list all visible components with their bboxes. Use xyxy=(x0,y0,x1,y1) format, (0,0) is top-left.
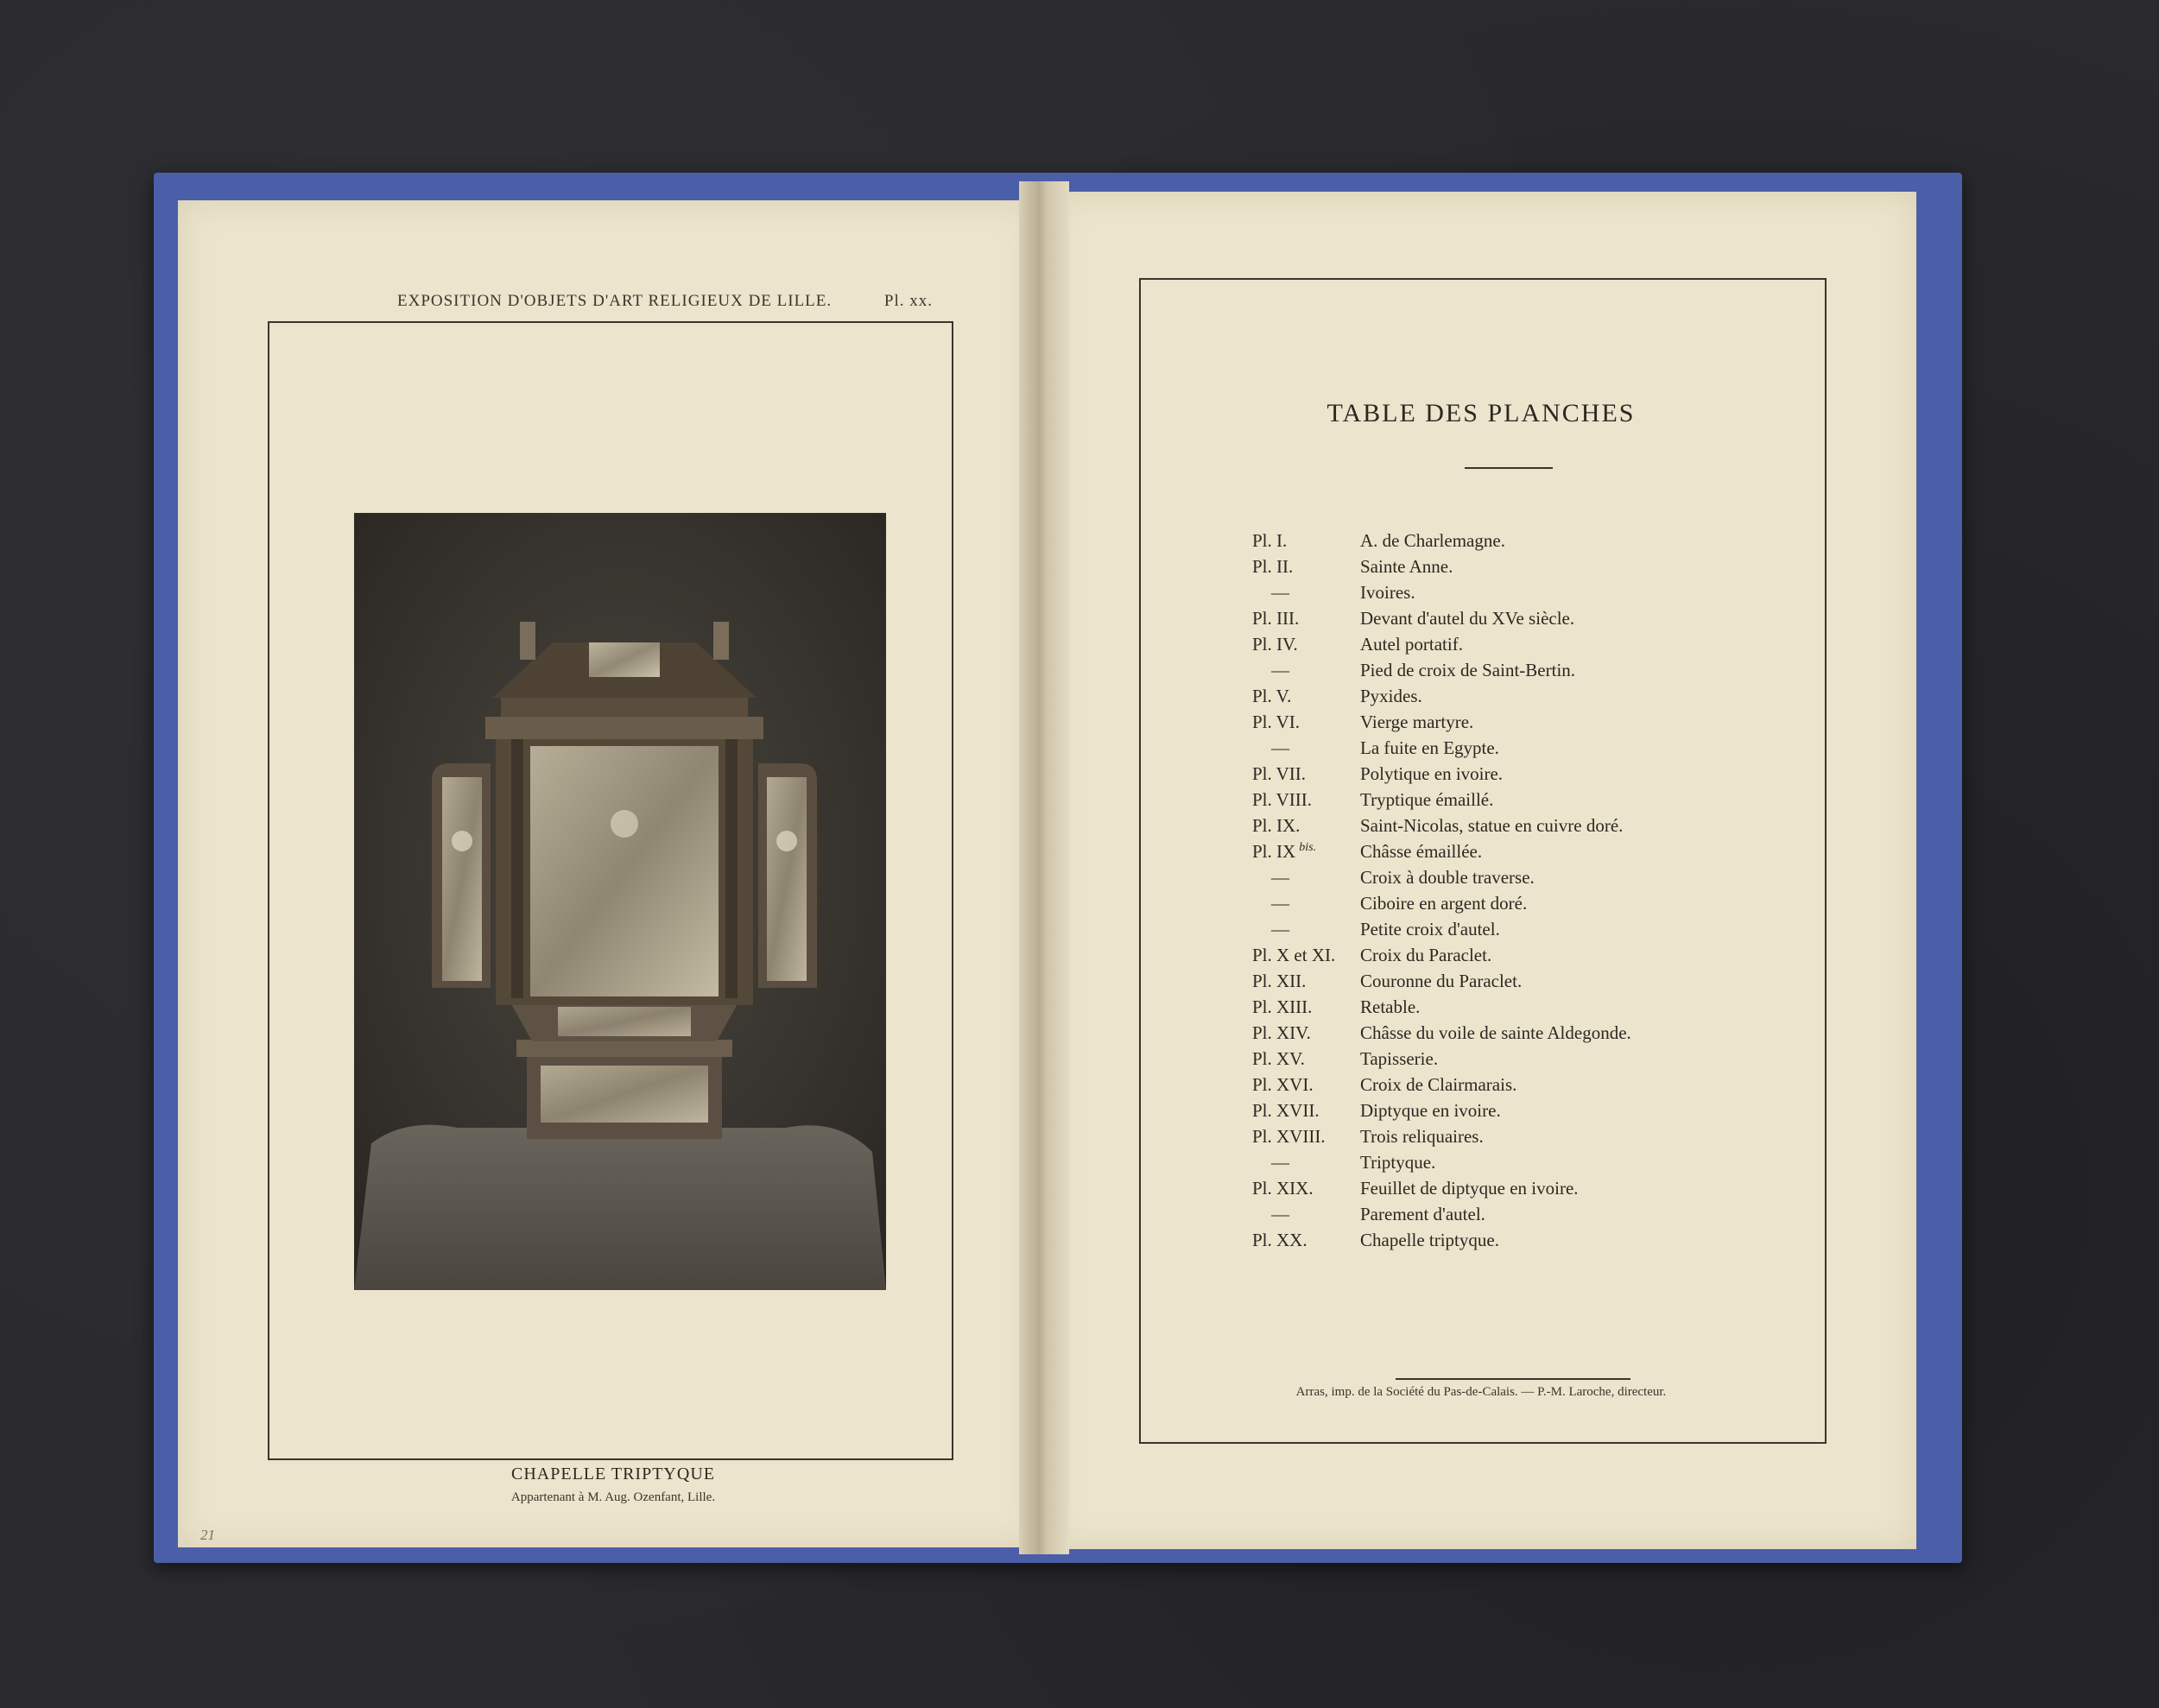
toc-plate-number: — xyxy=(1271,737,1289,758)
toc-plate-title: Couronne du Paraclet. xyxy=(1360,971,1523,991)
toc-plate-number: — xyxy=(1271,1204,1289,1224)
toc-entry xyxy=(1252,1126,1788,1152)
toc-plate-title: Feuillet de diptyque en ivoire. xyxy=(1360,1178,1579,1199)
toc-entry xyxy=(1252,712,1788,737)
toc-plate-title: Triptyque. xyxy=(1360,1152,1436,1173)
toc-plate-title: Croix du Paraclet. xyxy=(1360,945,1492,965)
toc-entry xyxy=(1252,1022,1788,1048)
toc-plate-title: Pyxides. xyxy=(1360,686,1422,706)
toc-entry xyxy=(1252,789,1788,815)
toc-plate-number: Pl. VI. xyxy=(1252,712,1301,732)
running-head-title: EXPOSITION D'OBJETS D'ART RELIGIEUX DE LILLE. xyxy=(397,292,833,310)
toc-plate-title: Chapelle triptyque. xyxy=(1360,1230,1499,1250)
toc-plate-title: Châsse du voile de sainte Aldegonde. xyxy=(1360,1022,1631,1043)
toc-plate-number: Pl. XII. xyxy=(1252,971,1307,991)
toc-plate-number: Pl. VIII. xyxy=(1252,789,1313,810)
toc-plate-title: Retable. xyxy=(1360,996,1421,1017)
toc-plate-title: Autel portatif. xyxy=(1360,634,1463,655)
toc-plate-title: Devant d'autel du XVe siècle. xyxy=(1360,608,1575,629)
toc-plate-number: Pl. XVII. xyxy=(1252,1100,1320,1121)
table-of-plates xyxy=(1252,530,1788,1256)
toc-plate-title: Croix à double traverse. xyxy=(1360,867,1535,888)
book-gutter xyxy=(1019,181,1069,1554)
toc-entry xyxy=(1252,945,1788,971)
toc-plate-number: Pl. XVIII. xyxy=(1252,1126,1326,1147)
toc-entry xyxy=(1252,1048,1788,1074)
toc-plate-number: Pl. II. xyxy=(1252,556,1294,577)
toc-plate-number: — xyxy=(1271,660,1289,680)
toc-plate-title: Parement d'autel. xyxy=(1360,1204,1485,1224)
heading-rule xyxy=(1465,467,1553,469)
toc-entry xyxy=(1252,815,1788,841)
plate-caption-owner: Appartenant à M. Aug. Ozenfant, Lille. xyxy=(510,1490,716,1504)
toc-entry xyxy=(1252,867,1788,893)
toc-plate-title: Polytique en ivoire. xyxy=(1360,763,1504,784)
toc-plate-number: Pl. IX. xyxy=(1252,815,1301,836)
toc-entry xyxy=(1252,763,1788,789)
toc-plate-title: Petite croix d'autel. xyxy=(1360,919,1500,939)
toc-plate-number: Pl. IX $^{bis.}$ xyxy=(1252,841,1317,862)
toc-entry xyxy=(1252,1074,1788,1100)
table-heading: TABLE DES PLANCHES xyxy=(1326,399,1636,427)
toc-plate-title: La fuite en Egypte. xyxy=(1360,737,1499,758)
toc-entry xyxy=(1252,996,1788,1022)
toc-plate-number: — xyxy=(1271,1152,1289,1173)
toc-plate-number: — xyxy=(1271,582,1289,603)
toc-entry xyxy=(1252,556,1788,582)
toc-plate-title: A. de Charlemagne. xyxy=(1360,530,1505,551)
toc-plate-number: Pl. I. xyxy=(1252,530,1288,551)
toc-plate-title: Tapisserie. xyxy=(1360,1048,1439,1069)
toc-plate-suffix: bis. xyxy=(1299,841,1317,854)
toc-entry xyxy=(1252,660,1788,686)
toc-plate-title: Pied de croix de Saint-Bertin. xyxy=(1360,660,1576,680)
toc-plate-title: Saint-Nicolas, statue en cuivre doré. xyxy=(1360,815,1624,836)
toc-plate-title: Tryptique émaillé. xyxy=(1360,789,1494,810)
toc-plate-number: — xyxy=(1271,893,1289,914)
plate-caption-title: CHAPELLE TRIPTYQUE xyxy=(511,1464,715,1483)
toc-plate-title: Sainte Anne. xyxy=(1360,556,1453,577)
toc-plate-number: Pl. XIV. xyxy=(1252,1022,1311,1043)
toc-plate-title: Ivoires. xyxy=(1360,582,1415,603)
toc-plate-number: Pl. XIX. xyxy=(1252,1178,1314,1199)
toc-plate-number: Pl. VII. xyxy=(1252,763,1307,784)
toc-entry xyxy=(1252,686,1788,712)
toc-plate-title: Châsse émaillée. xyxy=(1360,841,1483,862)
toc-plate-title: Vierge martyre. xyxy=(1360,712,1474,732)
pencil-page-mark: 21 xyxy=(200,1527,215,1543)
toc-entry xyxy=(1252,841,1788,867)
toc-entry xyxy=(1252,919,1788,945)
toc-entry xyxy=(1252,530,1788,556)
toc-plate-number: Pl. XV. xyxy=(1252,1048,1305,1069)
toc-entry xyxy=(1252,608,1788,634)
toc-plate-title: Ciboire en argent doré. xyxy=(1360,893,1528,914)
toc-entry xyxy=(1252,1100,1788,1126)
toc-entry xyxy=(1252,1230,1788,1256)
toc-entry xyxy=(1252,634,1788,660)
toc-plate-number: — xyxy=(1271,919,1289,939)
toc-plate-number: Pl. XIII. xyxy=(1252,996,1313,1017)
toc-plate-number: Pl. IV. xyxy=(1252,634,1298,655)
toc-plate-title: Diptyque en ivoire. xyxy=(1360,1100,1501,1121)
toc-plate-number: Pl. XX. xyxy=(1252,1230,1307,1250)
triptych-photo-illustration xyxy=(354,513,886,1290)
toc-entry xyxy=(1252,582,1788,608)
toc-entry xyxy=(1252,737,1788,763)
toc-entry xyxy=(1252,1178,1788,1204)
toc-plate-number: Pl. V. xyxy=(1252,686,1292,706)
toc-entry xyxy=(1252,971,1788,996)
plate-photograph xyxy=(354,513,886,1290)
toc-entry xyxy=(1252,1152,1788,1178)
toc-plate-number: Pl. X et XI. xyxy=(1252,945,1336,965)
toc-plate-number: Pl. III. xyxy=(1252,608,1300,629)
toc-plate-number: Pl. XVI. xyxy=(1252,1074,1314,1095)
toc-plate-number: — xyxy=(1271,867,1289,888)
toc-plate-title: Trois reliquaires. xyxy=(1360,1126,1484,1147)
toc-entry xyxy=(1252,1204,1788,1230)
running-head-plate-number: Pl. xx. xyxy=(883,292,933,310)
toc-plate-title: Croix de Clairmarais. xyxy=(1360,1074,1517,1095)
printer-imprint: Arras, imp. de la Société du Pas-de-Calais. — P.-M. Laroche, directeur. xyxy=(1295,1385,1667,1399)
toc-entry xyxy=(1252,893,1788,919)
imprint-rule xyxy=(1396,1378,1630,1380)
